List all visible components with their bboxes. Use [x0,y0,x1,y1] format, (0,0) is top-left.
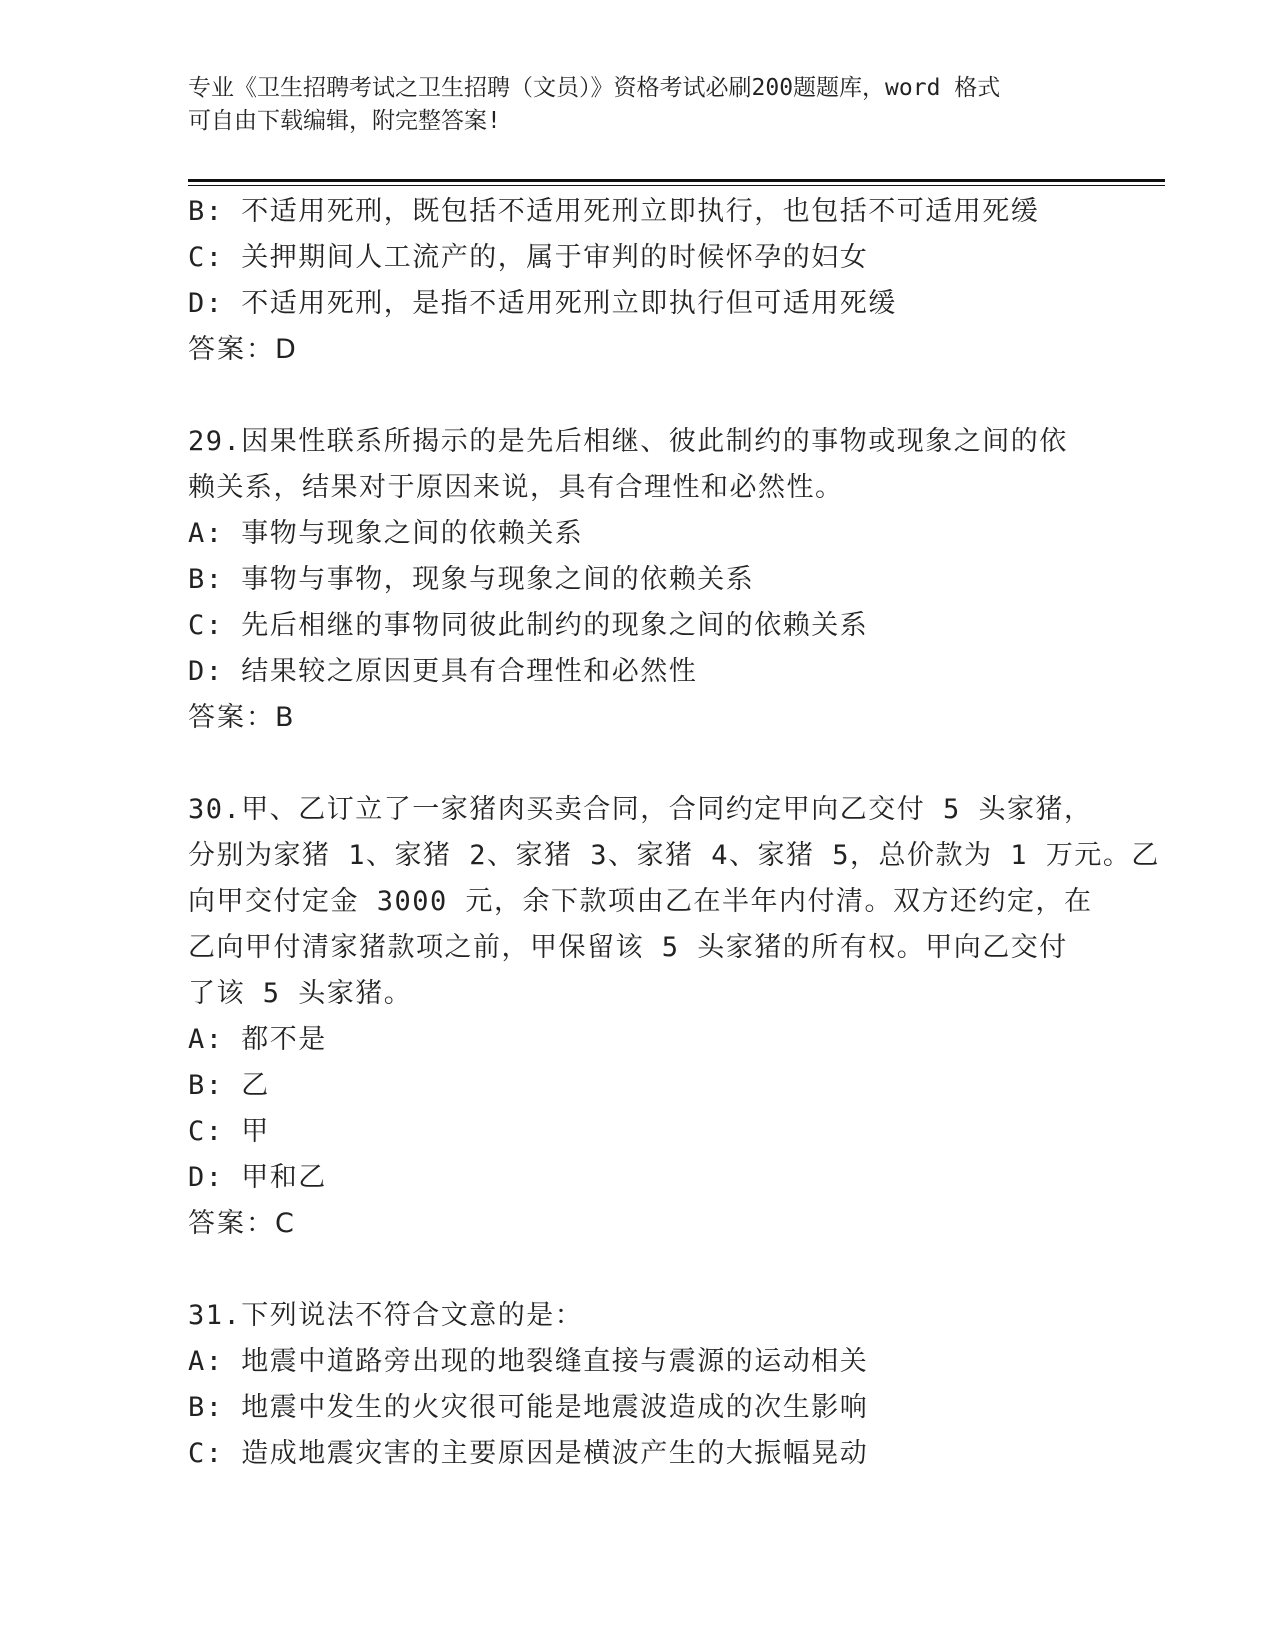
option-a: A: 都不是 [188,1024,327,1055]
document-header [188,72,1078,138]
question-29 [188,419,1088,741]
option-d: D: 甲和乙 [188,1162,327,1193]
spacer [188,373,1088,419]
option-c: C: 关押期间人工流产的，属于审判的时候怀孕的妇女 [188,242,869,273]
option-b: B: 事物与事物，现象与现象之间的依赖关系 [188,564,755,595]
option-d: D: 结果较之原因更具有合理性和必然性 [188,656,698,687]
option-d: D: 不适用死刑，是指不适用死刑立即执行但可适用死缓 [188,288,897,319]
option-a: A: 地震中道路旁出现的地裂缝直接与震源的运动相关 [188,1346,869,1377]
option-b: B: 乙 [188,1070,270,1101]
option-c: C: 先后相继的事物同彼此制约的现象之间的依赖关系 [188,610,869,641]
prev-question [188,189,1088,373]
question-stem-line: 分别为家猪 1、家猪 2、家猪 3、家猪 4、家猪 5，总价款为 1 万元。乙 [188,840,1160,871]
spacer [188,1247,1088,1293]
answer-line: 答案：C [188,1208,296,1239]
option-b: B: 地震中发生的火灾很可能是地震波造成的次生影响 [188,1392,869,1423]
question-30 [188,787,1160,1247]
option-b: B: 不适用死刑，既包括不适用死刑立即执行，也包括不可适用死缓 [188,196,1040,227]
option-a: A: 事物与现象之间的依赖关系 [188,518,584,549]
question-stem-line: 31.下列说法不符合文意的是： [188,1300,584,1331]
header-line-1: 专业《卫生招聘考试之卫生招聘（文员）》资格考试必刷200题题库，word 格式 [188,75,1001,101]
spacer [188,741,1088,787]
question-31 [188,1293,1088,1477]
header-rule-thick [188,179,1165,182]
question-stem-line: 29.因果性联系所揭示的是先后相继、彼此制约的事物或现象之间的依 [188,426,1068,457]
answer-line: 答案：B [188,702,296,733]
option-c: C: 造成地震灾害的主要原因是横波产生的大振幅晃动 [188,1438,869,1469]
question-stem-line: 乙向甲付清家猪款项之前，甲保留该 5 头家猪的所有权。甲向乙交付 [188,932,1068,963]
question-stem-line: 30.甲、乙订立了一家猪肉买卖合同，合同约定甲向乙交付 5 头家猪， [188,794,1093,825]
option-c: C: 甲 [188,1116,270,1147]
question-stem-line: 向甲交付定金 3000 元，余下款项由乙在半年内付清。双方还约定，在 [188,886,1093,917]
header-rule-thin [188,185,1165,186]
question-stem-line: 了该 5 头家猪。 [188,978,413,1009]
document-body [188,189,1160,1477]
question-stem-line: 赖关系，结果对于原因来说，具有合理性和必然性。 [188,472,844,503]
header-line-2: 可自由下载编辑，附完整答案! [188,108,501,134]
answer-line: 答案：D [188,334,298,365]
